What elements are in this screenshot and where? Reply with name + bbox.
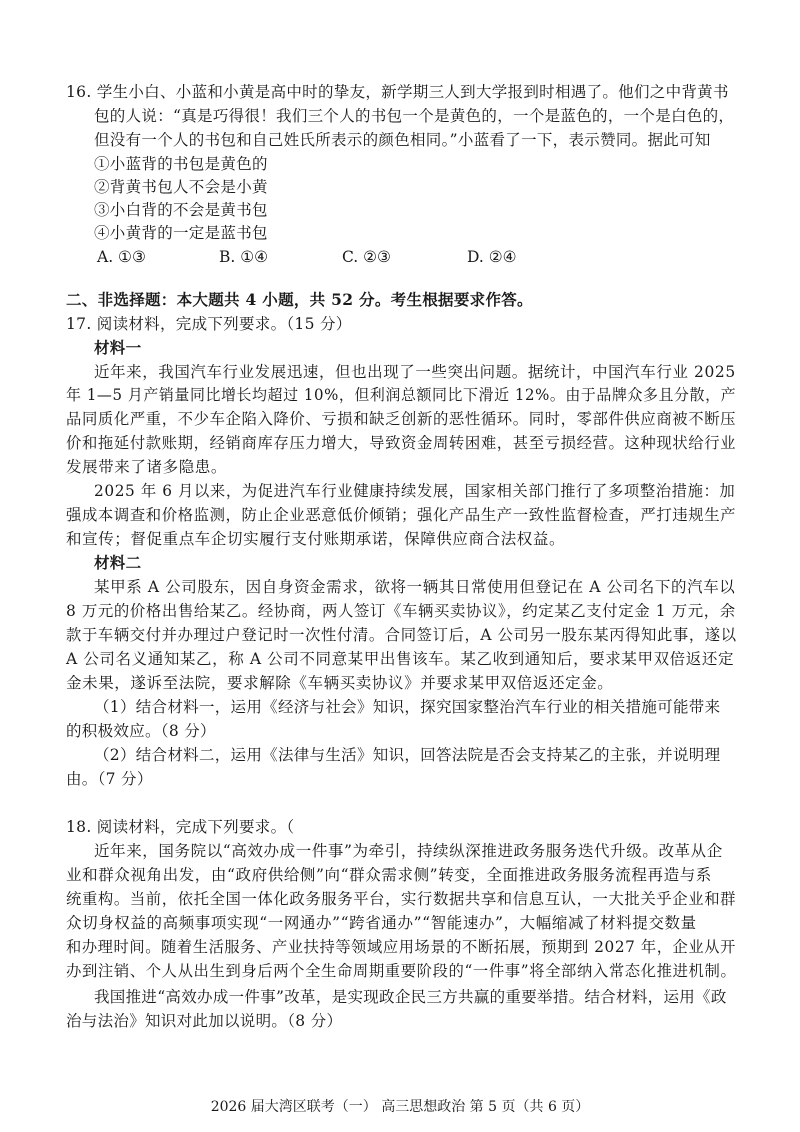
q17-m1-line-5: 发展带来了诸多隐患。 bbox=[66, 458, 228, 476]
q18-line-3: 统重构。当前，依托全国一体化政务服务平台，实行数据共享和信息互认，一大批关乎企业和群 bbox=[66, 890, 737, 908]
option-a[interactable]: A. ①③ bbox=[97, 248, 146, 266]
q17-material-1-title: 材料一 bbox=[94, 338, 142, 357]
q17-sub2-line-1: （2）结合材料二，运用《法律与生活》知识，回答法院是否会支持某乙的主张，并说明理 bbox=[94, 746, 721, 764]
q18-line-7: 我国推进“高效办成一件事”改革，是实现政企民三方共赢的重要举措。结合材料，运用《政 bbox=[94, 988, 727, 1006]
option-b[interactable]: B. ①④ bbox=[219, 248, 269, 266]
q17-m1-line-8: 和宣传；督促重点车企切实履行支付账期承诺，保障供应商合法权益。 bbox=[66, 530, 566, 548]
q17-sub1-line-1: （1）结合材料一，运用《经济与社会》知识，探究国家整治汽车行业的相关措施可能带来 bbox=[94, 698, 721, 716]
q17-m2-line-1: 某甲系 A 公司股东，因自身资金需求，欲将一辆其日常使用但登记在 A 公司名下的汽车以 bbox=[94, 578, 736, 596]
q17-stem: 17. 阅读材料，完成下列要求。（15 分） bbox=[66, 315, 352, 333]
q16-item-4: ④小黄背的一定是蓝书包 bbox=[94, 224, 268, 242]
q17-m1-line-7: 强成本调查和价格监测，防止企业恶意低价倾销；强化产品生产一致性监督检查，严打违规生产 bbox=[66, 506, 737, 524]
q17-sub1-line-2: 的积极效应。（8 分） bbox=[66, 722, 216, 740]
q16-item-3: ③小白背的不会是黄书包 bbox=[94, 201, 268, 219]
option-d[interactable]: D. ②④ bbox=[467, 248, 517, 266]
q17-m2-line-2: 8 万元的价格出售给某乙。经协商，两人签订《车辆买卖协议》，约定某乙支付定金 1 万元，余 bbox=[66, 602, 736, 620]
q17-m1-line-4: 价和拖延付款账期，经销商库存压力增大，导致资金周转困难，甚至亏损经营。这种现状给行业 bbox=[66, 434, 737, 452]
q17-material-2-title: 材料二 bbox=[94, 553, 142, 572]
q16-line-1: 16. 学生小白、小蓝和小黄是高中时的挚友，新学期三人到大学报到时相遇了。他们之中背黄书 bbox=[66, 83, 729, 101]
q17-m1-line-6: 2025 年 6 月以来，为促进汽车行业健康持续发展，国家相关部门推行了多项整治措施：加 bbox=[94, 482, 736, 500]
q18-line-1: 近年来，国务院以“高效办成一件事”为牵引，持续纵深推进政务服务迭代升级。改革从企 bbox=[94, 842, 723, 860]
page-footer: 2026 届大湾区联考（一） 高三思想政治 第 5 页（共 6 页） bbox=[210, 1099, 590, 1115]
q17-m1-line-2: 年 1—5 月产销量同比增长均超过 10%，但利润总额同比下滑近 12%。由于品牌众多且分散，产 bbox=[66, 386, 737, 404]
q17-m2-line-5: 金未果，遂诉至法院，要求解除《车辆买卖协议》并要求某甲双倍返还定金。 bbox=[66, 674, 614, 692]
q18-line-4: 众切身权益的高频事项实现“一网通办”“跨省通办”“智能速办”，大幅缩减了材料提交数量 bbox=[66, 914, 697, 932]
q16-item-1: ①小蓝背的书包是黄色的 bbox=[94, 155, 268, 173]
q17-m1-line-3: 品同质化严重，不少车企陷入降价、亏损和缺乏创新的恶性循环。同时，零部件供应商被不断压 bbox=[66, 410, 737, 428]
q16-line-2: 包的人说：“真是巧得很！我们三个人的书包一个是黄色的，一个是蓝色的，一个是白色的， bbox=[94, 107, 735, 125]
q18-line-8: 治与法治》知识对此加以说明。（8 分） bbox=[66, 1012, 343, 1030]
q17-m1-line-1: 近年来，我国汽车行业发展迅速，但也出现了一些突出问题。据统计，中国汽车行业 2025 bbox=[94, 363, 736, 381]
q18-line-2: 业和群众视角出发，由“政府供给侧”向“群众需求侧”转变，全面推进政务服务流程再造与系 bbox=[66, 866, 712, 884]
q18-line-5: 和办理时间。随着生活服务、产业扶持等领域应用场景的不断拓展，预期到 2027 年，企业从开 bbox=[66, 938, 736, 956]
q18-stem: 18. 阅读材料，完成下列要求。（ bbox=[66, 818, 295, 836]
q17-sub2-line-2: 由。（7 分） bbox=[66, 770, 153, 788]
q18-line-6: 办到注销、个人从出生到身后两个全生命周期重要阶段的“一件事”将全部纳入常态化推进机制。 bbox=[66, 962, 737, 980]
option-c[interactable]: C. ②③ bbox=[342, 248, 391, 266]
q16-line-3: 但没有一个人的书包和自己姓氏所表示的颜色相同。”小蓝看了一下，表示赞同。据此可知 bbox=[94, 131, 711, 149]
q17-m2-line-4: A 公司名义通知某乙，称 A 公司不同意某甲出售该车。某乙收到通知后，要求某甲双倍返还定 bbox=[66, 650, 735, 668]
section-heading: 二、非选择题：本大题共 4 小题，共 52 分。考生根据要求作答。 bbox=[66, 290, 533, 309]
q17-m2-line-3: 款于车辆交付并办理过户登记时一次性付清。合同签订后，A 公司另一股东某丙得知此事，遂以 bbox=[66, 626, 737, 644]
q16-item-2: ②背黄书包人不会是小黄 bbox=[94, 178, 268, 196]
